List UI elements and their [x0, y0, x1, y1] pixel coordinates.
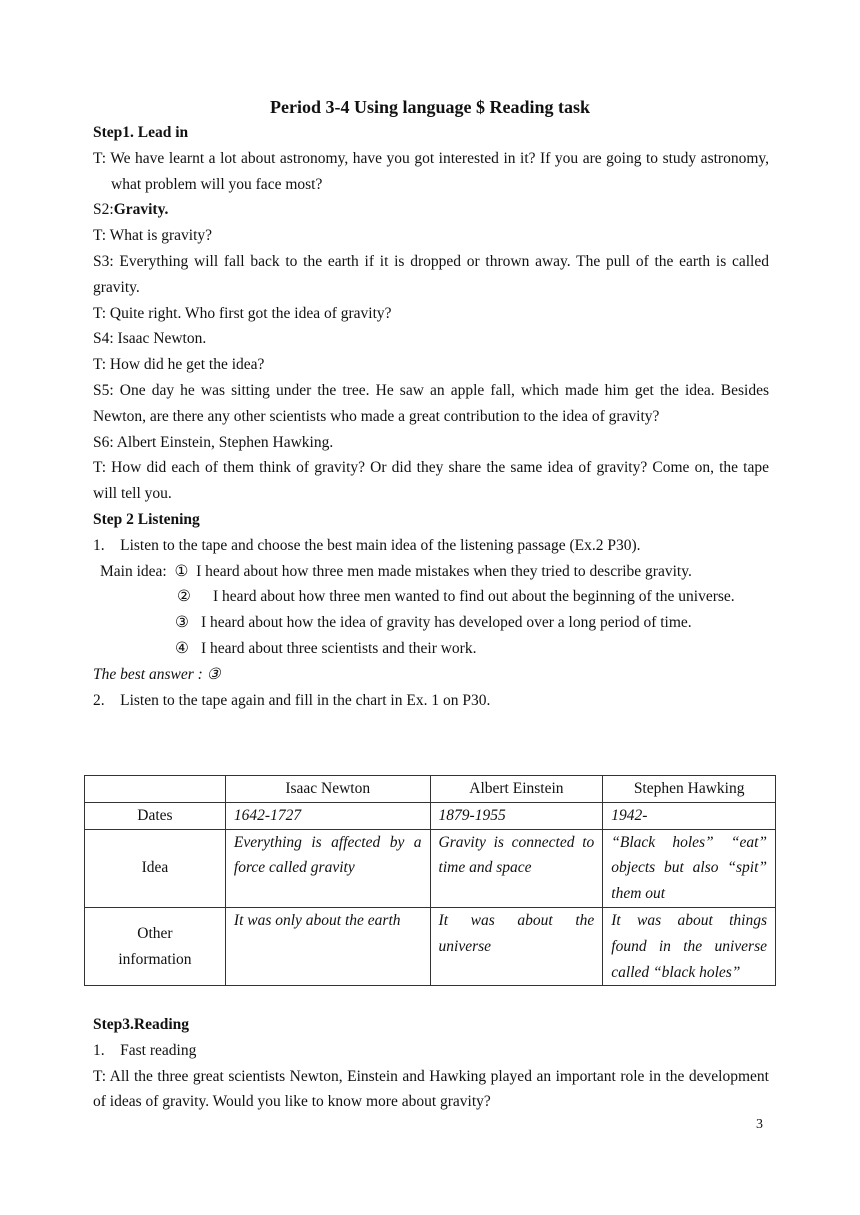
row-label: Other information: [85, 907, 226, 985]
main-idea-label: Main idea:: [100, 562, 167, 580]
table-cell: It was only about the earth: [225, 907, 430, 985]
speaker-s2: S2:: [93, 201, 114, 219]
table-cell: Gravity is connected to time and space: [430, 829, 603, 907]
page-number: 3: [756, 1117, 763, 1132]
table-header-cell: [85, 776, 226, 803]
best-answer: The best answer : ③: [93, 665, 221, 683]
listening-item-1: 1. Listen to the tape and choose the best main idea of the listening passage (Ex.2 P30).: [93, 536, 641, 554]
table-row: [85, 829, 776, 907]
listening-item-2: 2. Listen to the tape again and fill in the chart in Ex. 1 on P30.: [93, 691, 491, 709]
step2-heading: Step 2 Listening: [93, 510, 200, 528]
option-number: ①: [174, 562, 189, 580]
dialogue-line: S5: One day he was sitting under the tree. He saw an apple fall, which made him get the idea. Besides Newton, are there any other scientists who made a great contribution to the idea of gravity?: [93, 381, 769, 425]
dialogue-line: T: We have learnt a lot about astronomy, have you got interested in it? If you are going to study astronomy, what problem will you face most?: [93, 149, 769, 193]
table-cell: It was about things found in the universe called “black holes”: [603, 907, 776, 985]
option-number: ④: [175, 639, 189, 657]
step3-heading: Step3.Reading: [93, 1016, 190, 1033]
option-number: ②: [177, 588, 191, 606]
table-cell: 1642-1727: [225, 802, 430, 829]
table-cell: It was about the universe: [430, 907, 603, 985]
option-text: I heard about how the idea of gravity has developed over a long period of time.: [201, 614, 692, 632]
dialogue-line: S4: Isaac Newton.: [93, 330, 207, 348]
dialogue-line: T: How did he get the idea?: [93, 356, 265, 374]
option-item: [93, 584, 769, 610]
option-text: I heard about three scientists and their work.: [201, 639, 477, 657]
dialogue-line: S6: Albert Einstein, Stephen Hawking.: [93, 433, 334, 451]
row-label: Dates: [85, 802, 226, 829]
step3-section: [93, 1012, 769, 1115]
dialogue-line: T: Quite right. Who first got the idea of gravity?: [93, 304, 392, 322]
table-row: [85, 907, 776, 985]
row-label: Idea: [85, 829, 226, 907]
option-item: [93, 610, 769, 636]
main-content: [93, 120, 769, 713]
dialogue-line: T: What is gravity?: [93, 227, 213, 245]
option-text: I heard about how three men made mistakes when they tried to describe gravity.: [196, 562, 692, 580]
main-idea-row: [93, 559, 769, 585]
option-text: I heard about how three men wanted to find out about the beginning of the universe.: [213, 588, 735, 606]
option-item: [93, 636, 769, 662]
table-cell: “Black holes” “eat” objects but also “spit” them out: [603, 829, 776, 907]
reading-item-1: 1. Fast reading: [93, 1041, 197, 1059]
table-cell: 1879-1955: [430, 802, 603, 829]
table-header-cell: Stephen Hawking: [603, 776, 776, 803]
table-header-row: [85, 776, 776, 803]
scientists-chart-table: [84, 775, 776, 986]
step1-heading: Step1. Lead in: [93, 124, 189, 141]
page-title: Period 3-4 Using language $ Reading task: [269, 97, 591, 117]
dialogue-line-s2: [93, 197, 769, 223]
table-header-cell: Isaac Newton: [225, 776, 430, 803]
table-header-cell: Albert Einstein: [430, 776, 603, 803]
s2-answer: Gravity.: [113, 201, 169, 219]
table-row: [85, 802, 776, 829]
table-cell: 1942-: [603, 802, 776, 829]
reading-text: T: All the three great scientists Newton, Einstein and Hawking played an important role in the development of ideas of gravity. Would you like to know more about gravity?: [93, 1067, 769, 1111]
option-number: ③: [175, 614, 189, 632]
dialogue-line: T: How did each of them think of gravity? Or did they share the same idea of gravity? Come on, the tape will tell you.: [93, 459, 769, 503]
dialogue-line: S3: Everything will fall back to the earth if it is dropped or thrown away. The pull of the earth is called gravity.: [93, 252, 769, 296]
table-cell: Everything is affected by a force called gravity: [225, 829, 430, 907]
